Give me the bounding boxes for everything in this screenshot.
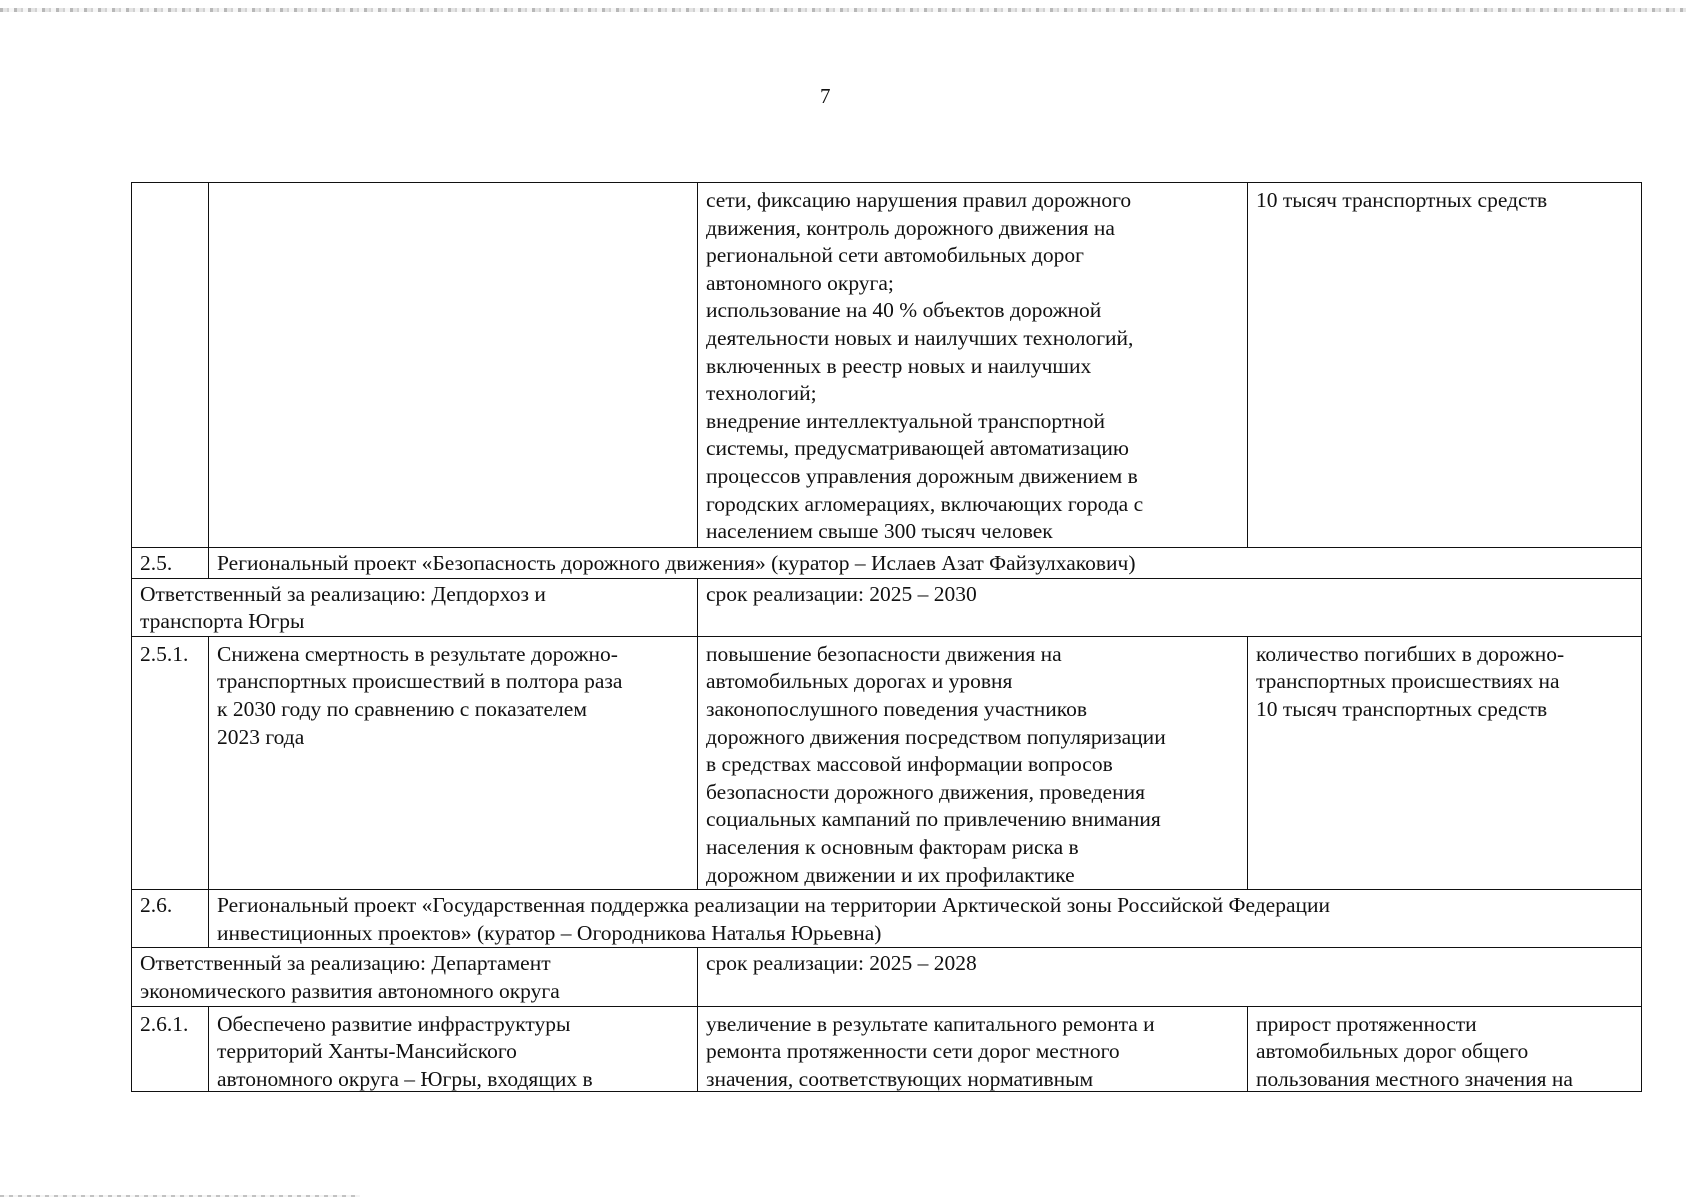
indicator-cell: 10 тысяч транспортных средств bbox=[1248, 183, 1642, 548]
section-row-2-6 bbox=[132, 890, 1642, 948]
responsible-row-2-5 bbox=[132, 578, 1642, 636]
table-row-continued bbox=[132, 183, 1642, 548]
term-cell: срок реализации: 2025 – 2030 bbox=[698, 578, 1642, 636]
indicator-cell: прирост протяженности автомобильных дорог общего пользования местного значения на bbox=[1248, 1006, 1642, 1091]
scan-artifact-top bbox=[0, 8, 1686, 12]
task-cell bbox=[698, 183, 1248, 548]
table-row-2-6-1 bbox=[132, 1006, 1642, 1091]
row-number-cell bbox=[132, 183, 209, 548]
table-row-2-5-1 bbox=[132, 636, 1642, 889]
document-table bbox=[131, 182, 1642, 1092]
row-number-cell: 2.5.1. bbox=[132, 636, 209, 889]
section-row-2-5 bbox=[132, 548, 1642, 579]
result-cell: Снижена смертность в результате дорожно- транспортных происшествий в полтора раза к 2030 году по сравнению с показателем 2023 года bbox=[209, 636, 698, 889]
scan-artifact-bottom bbox=[0, 1195, 360, 1197]
section-title: Региональный проект «Безопасность дорожного движения» (куратор – Ислаев Азат Файзулхакович) bbox=[209, 548, 1642, 579]
section-number: 2.6. bbox=[132, 890, 209, 948]
page-number: 7 bbox=[820, 84, 831, 108]
section-title: Региональный проект «Государственная поддержка реализации на территории Арктической зоны Российской Федерации инвестиционных проектов» (куратор – Огородникова Наталья Юрьевна) bbox=[209, 890, 1642, 948]
result-cell: Обеспечено развитие инфраструктуры территорий Ханты-Мансийского автономного округа – Югры, входящих в bbox=[209, 1006, 698, 1091]
responsible-row-2-6 bbox=[132, 948, 1642, 1006]
section-number: 2.5. bbox=[132, 548, 209, 579]
result-cell bbox=[209, 183, 698, 548]
term-cell: срок реализации: 2025 – 2028 bbox=[698, 948, 1642, 1006]
responsible-cell: Ответственный за реализацию: Департамент экономического развития автономного округа bbox=[132, 948, 698, 1006]
indicator-cell: количество погибших в дорожно- транспортных происшествиях на 10 тысяч транспортных средств bbox=[1248, 636, 1642, 889]
task-cell: повышение безопасности движения на автомобильных дорогах и уровня законопослушного поведения участников дорожного движения посредством популяризации в средствах массовой информации вопросов безопасности дорожного движения, проведения социальных кампаний по привлечению внимания населения к основным факторам риска в дорожном движении и их профилактике bbox=[698, 636, 1248, 889]
responsible-cell: Ответственный за реализацию: Депдорхоз и транспорта Югры bbox=[132, 578, 698, 636]
row-number-cell: 2.6.1. bbox=[132, 1006, 209, 1091]
task-cell: увеличение в результате капитального ремонта и ремонта протяженности сети дорог местного значения, соответствующих нормативным bbox=[698, 1006, 1248, 1091]
task-text: сети, фиксацию нарушения правил дорожного движения, контроль дорожного движения на региональной сети автомобильных дорог автономного округа; использование на 40 % объектов дорожной деятельности новых и наилучших технологий, включенных в реестр новых и наилучших технологий; внедрение интеллектуальной транспортной системы, предусматривающей автоматизацию процессов управления дорожным движением в городских агломерациях, включающих города с населением свыше 300 тысяч человек bbox=[706, 188, 1144, 544]
